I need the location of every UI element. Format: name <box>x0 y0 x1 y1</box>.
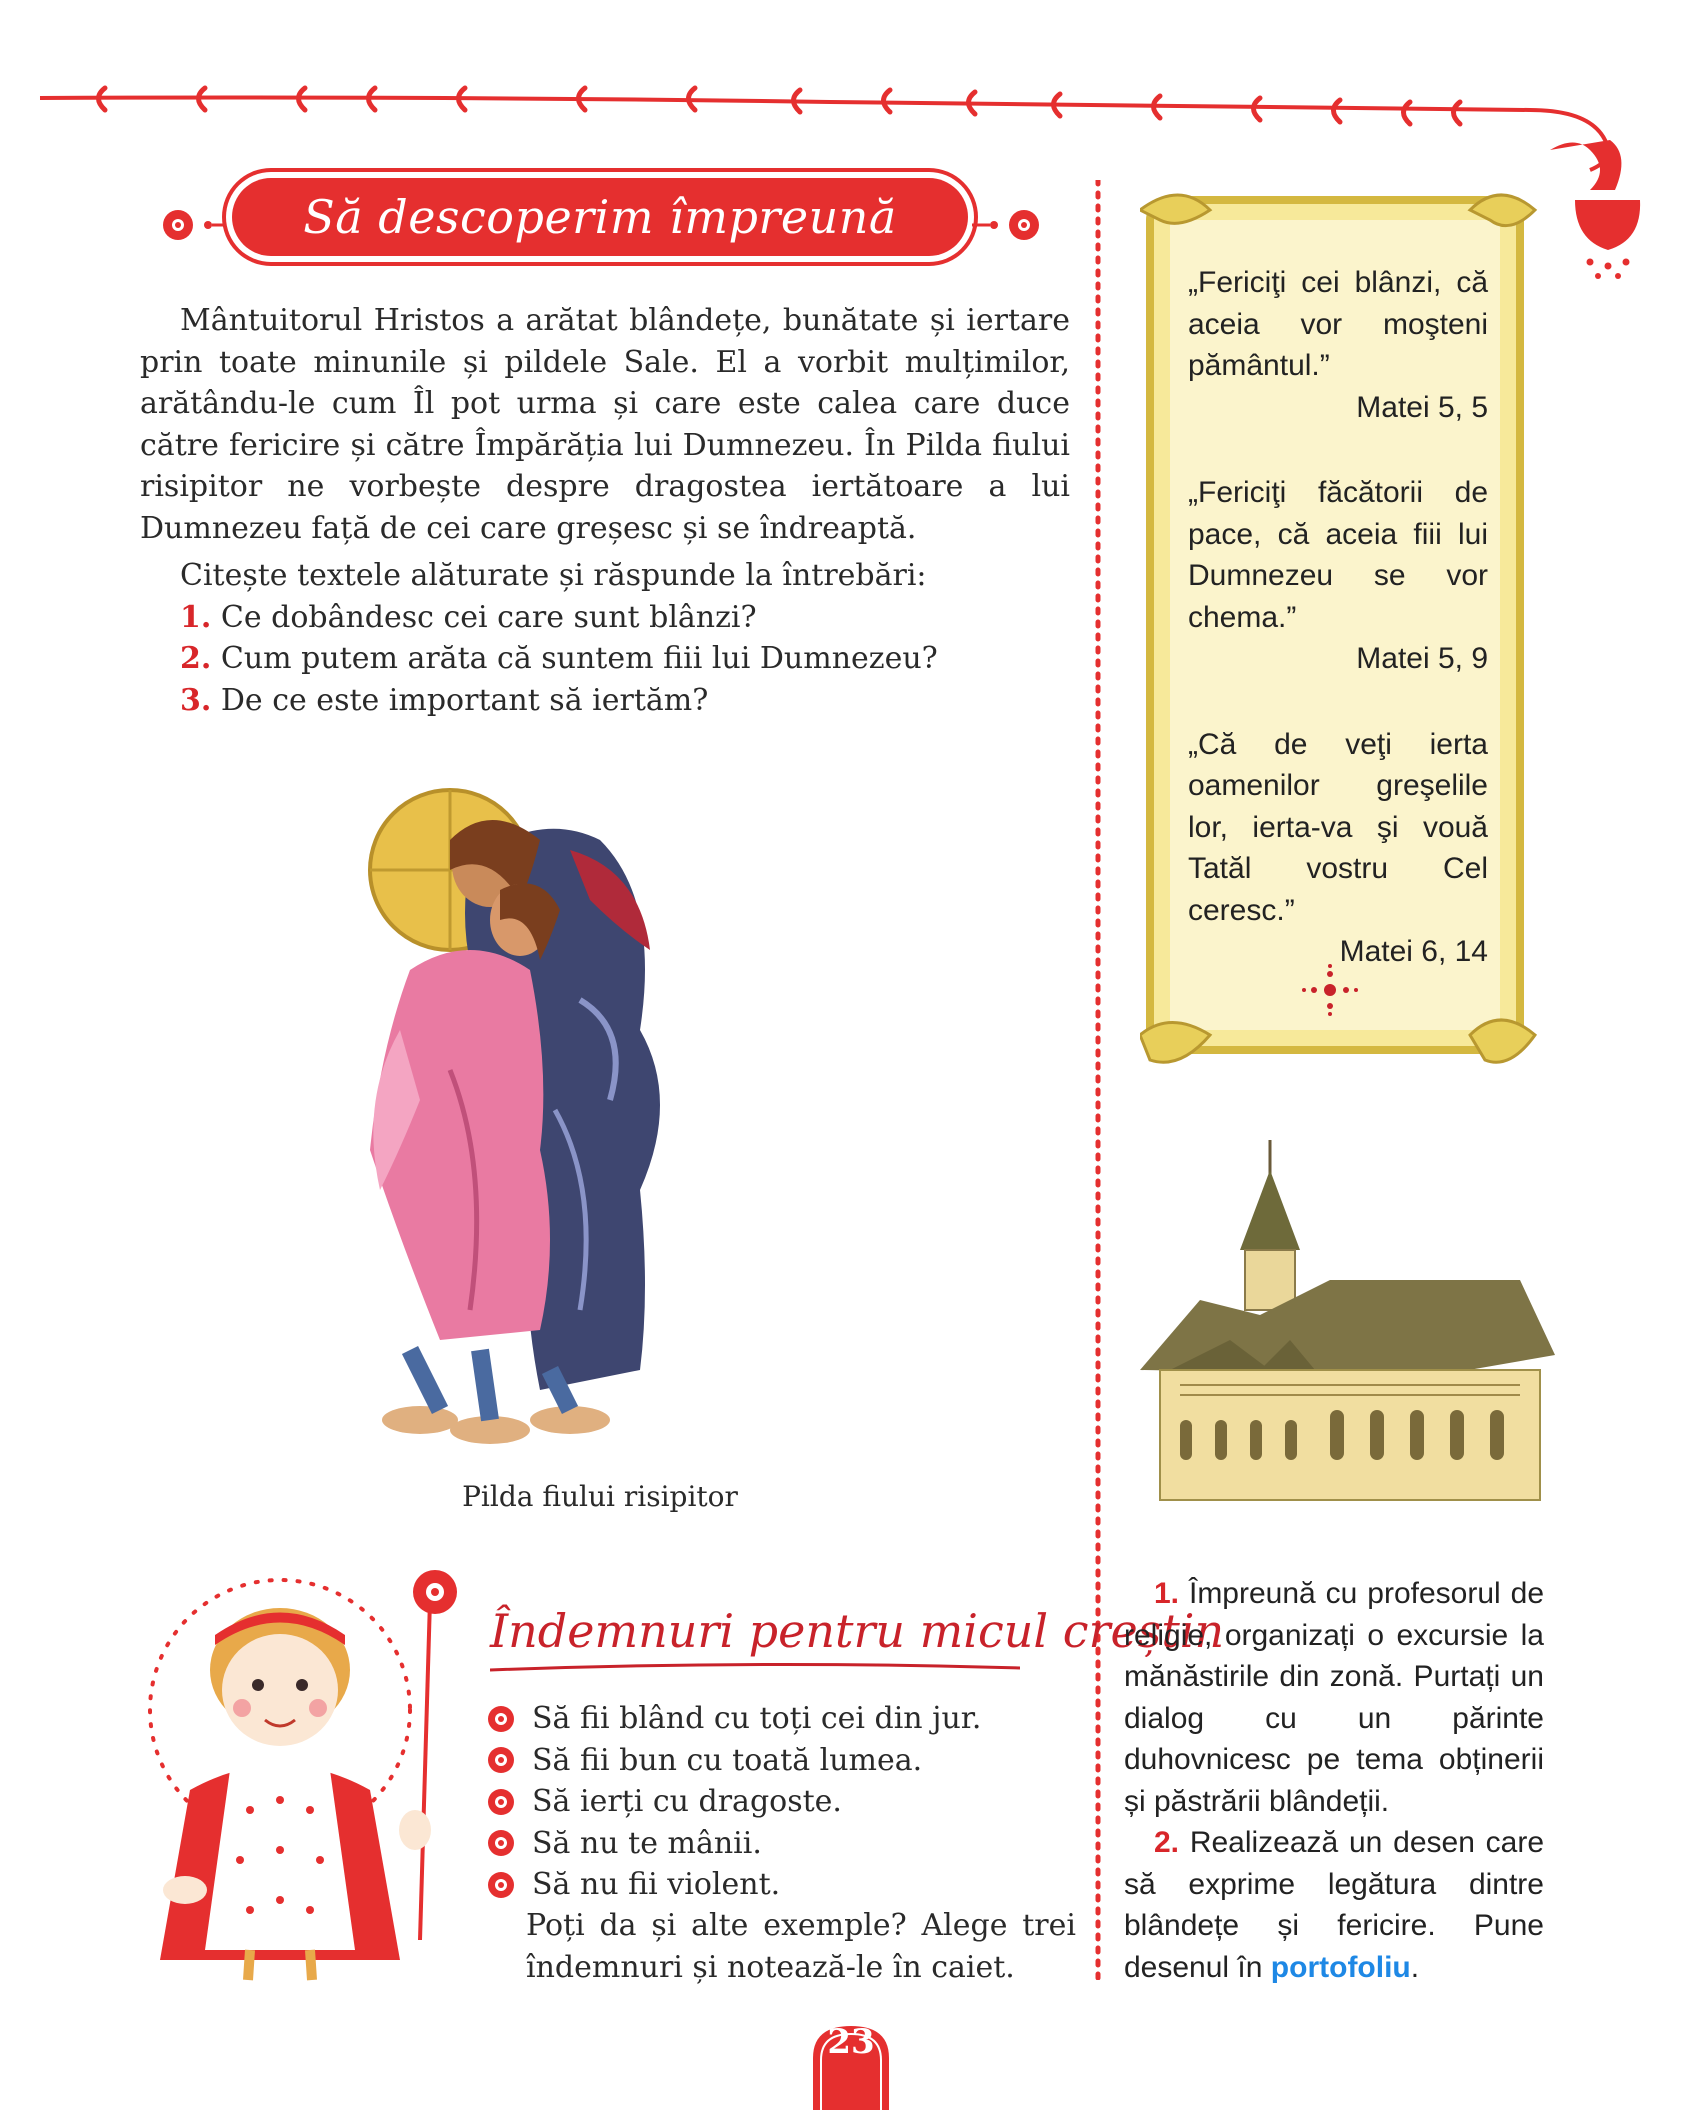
flower-bullet-icon <box>486 1828 516 1858</box>
flower-bullet-icon <box>486 1870 516 1900</box>
activity-item: 1. Împreună cu profesorul de religie, organizați o excursie la mănăstirile din zonă. Purtați un dialog cu un părinte duhovnicesc pe tema obținerii și păstrării blândeții. <box>1124 1577 1545 1818</box>
list-item: Să nu te mânii. <box>486 1823 1076 1865</box>
title-flower-right-icon <box>972 205 1042 245</box>
question-item: 1. Ce dobândesc cei care sunt blânzi? <box>180 599 757 635</box>
quote-text: „Că de veţi ierta oamenilor greşelile lor, ierta-va şi vouă Tatăl vostru Cel ceresc.” <box>1188 727 1488 927</box>
scroll-quotes <box>1188 262 1488 973</box>
monastery-illustration <box>1140 1140 1560 1510</box>
section-title: Să descoperim împreună <box>303 190 897 244</box>
page-number: 23 <box>827 2022 875 2062</box>
flower-bullet-icon <box>486 1704 516 1734</box>
instruction-text: Citește textele alăturate și răspunde la întrebări: <box>180 558 927 593</box>
indemnuri-title: Îndemnuri pentru micul creștin <box>490 1604 1225 1658</box>
question-item: 3. De ce este important să iertăm? <box>180 682 709 718</box>
prodigal-son-icon-illustration <box>340 770 810 1460</box>
section-title-ribbon <box>232 178 968 256</box>
list-item: Să fii bun cu toată lumea. <box>486 1740 1076 1782</box>
flower-bullet-icon <box>486 1745 516 1775</box>
quote-reference: Matei 5, 5 <box>1356 390 1488 424</box>
activities-block <box>1124 1573 1544 1988</box>
intro-text: Mântuitorul Hristos a arătat blândețe, bunătate și iertare prin toate minunile și pildele Sale. El a vorbit mulțimilor, arătându-le cum Îl pot urma și care este calea care duce către fericire și către Împărăția lui Dumnezeu. În Pilda fiului risipitor ne vorbește despre dragostea iertătoare a lui Dumnezeu față de cei care greșesc și se îndreaptă. <box>140 303 1070 546</box>
portofoliu-link[interactable]: portofoliu <box>1270 1950 1411 1984</box>
intro-paragraph <box>140 300 1070 549</box>
quote-reference: Matei 5, 9 <box>1356 642 1488 675</box>
indemnuri-list <box>486 1698 1076 1906</box>
child-angel-illustration <box>130 1560 480 1990</box>
list-item: Să ierți cu dragoste. <box>486 1781 1076 1823</box>
quote-reference: Matei 6, 14 <box>1339 935 1488 968</box>
quote-text: „Fericiţi cei blânzi, că aceia vor moşteni pământul.” <box>1188 266 1488 382</box>
questions-block <box>180 555 1080 721</box>
title-flower-left-icon <box>160 205 230 245</box>
quote-text: „Fericiţi făcătorii de pace, că aceia fiii lui Dumnezeu se vor chema.” <box>1188 476 1488 634</box>
list-item: Să nu fii violent. <box>486 1864 1076 1906</box>
column-divider <box>1093 180 1103 1980</box>
activity-item: 2. Realizează un desen care să exprime legătura dintre blândețe și fericire. Pune desenul în portofoliu. <box>1124 1826 1545 1984</box>
question-item: 2. Cum putem arăta că suntem fiii lui Dumnezeu? <box>180 641 938 676</box>
image-caption: Pilda fiului risipitor <box>462 1480 738 1513</box>
indemnuri-extra: Poți da și alte exemple? Alege trei îndemnuri și notează-le în caiet. <box>526 1908 1076 1985</box>
list-item: Să fii blând cu toți cei din jur. <box>486 1698 1076 1740</box>
flower-bullet-icon <box>486 1787 516 1817</box>
indemnuri-title-underline <box>490 1660 1020 1680</box>
